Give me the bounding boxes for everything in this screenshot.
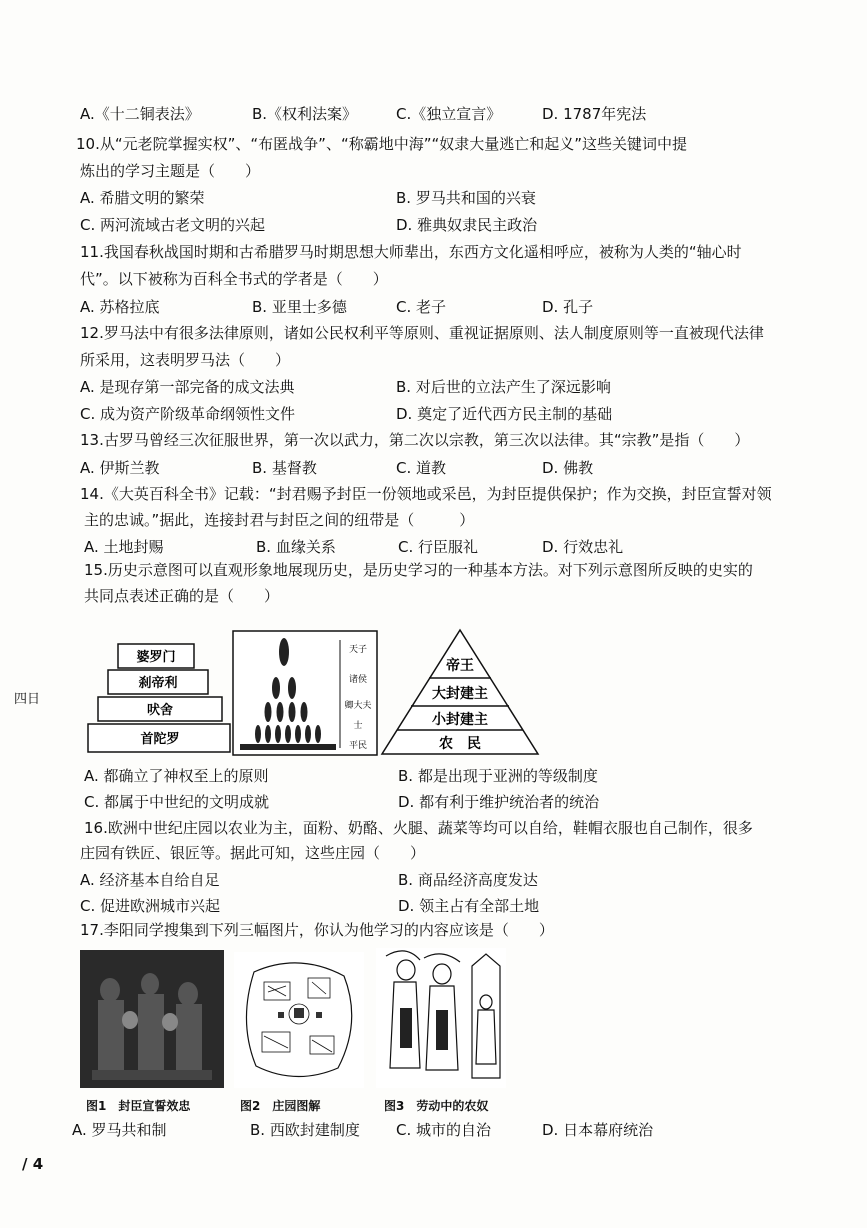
japan-pyramid-diagram: [380, 628, 540, 758]
q10-option-a: A. 希腊文明的繁荣: [80, 189, 205, 207]
q17-option-a: A. 罗马共和制: [72, 1121, 167, 1139]
figure1-caption: 图1 封臣宣誓效忠: [86, 1099, 191, 1113]
q13-option-c: C. 道教: [396, 459, 447, 477]
serfs-at-work-picture: [376, 948, 506, 1088]
q16-stem-line2: 庄园有铁匠、银匠等。据此可知，这些庄园（ ）: [80, 844, 426, 862]
q12-stem-line2: 所采用，这表明罗马法（ ）: [80, 351, 291, 369]
zhou-label-pingmin: 平民: [348, 741, 368, 751]
q14-option-a: A. 土地封赐: [84, 538, 164, 556]
zhou-label-shi: 士: [353, 721, 363, 731]
q16-stem-line1: 16.欧洲中世纪庄园以农业为主，面粉、奶酪、火腿、蔬菜等均可以自给，鞋帽衣服也自己制作，很多: [84, 819, 753, 837]
manor-plan-picture: [234, 952, 364, 1088]
q14-stem-line1: 14.《大英百科全书》记载：“封君赐予封臣一份领地或采邑，为封臣提供保护；作为交换，封臣宣誓对领: [80, 485, 772, 503]
q12-option-a: A. 是现存第一部完备的成文法典: [80, 378, 295, 396]
zhou-label-zhuhou: 诸侯: [348, 675, 368, 685]
zhou-label-tianzi: 天子: [348, 645, 368, 655]
q16-option-a: A. 经济基本自给自足: [80, 871, 220, 889]
margin-mark: 四日: [14, 692, 41, 707]
q10-stem-line2: 炼出的学习主题是（ ）: [80, 162, 261, 180]
q10-option-c: C. 两河流域古老文明的兴起: [80, 216, 266, 234]
q12-stem-line1: 12.罗马法中有很多法律原则，诸如公民权利平等原则、重视证据原则、法人制度原则等一直被现代法律: [80, 324, 764, 342]
q16-option-d: D. 领主占有全部土地: [398, 897, 540, 915]
q12-option-c: C. 成为资产阶级革命纲领性文件: [80, 405, 296, 423]
q9-option-c: C.《独立宣言》: [396, 105, 502, 123]
q9-option-d: D. 1787年宪法: [542, 105, 647, 123]
q14-option-d: D. 行效忠礼: [542, 538, 624, 556]
q10-stem-line1: 10.从“元老院掌握实权”、“布匿战争”、“称霸地中海”“奴隶大量逃亡和起义”这些关键词中提: [76, 135, 688, 153]
q12-option-b: B. 对后世的立法产生了深远影响: [396, 378, 611, 396]
q11-option-d: D. 孔子: [542, 298, 594, 316]
q11-option-c: C. 老子: [396, 298, 447, 316]
caste-vaishya: 吠舍: [146, 703, 174, 718]
japan-peasant: 农 民: [439, 736, 481, 752]
q13-option-d: D. 佛教: [542, 459, 594, 477]
q16-option-c: C. 促进欧洲城市兴起: [80, 897, 221, 915]
q17-option-d: D. 日本幕府统治: [542, 1121, 654, 1139]
q15-option-d: D. 都有利于维护统治者的统治: [398, 793, 600, 811]
q14-stem-line2: 主的忠诚。”据此，连接封君与封臣之间的纽带是（ ）: [84, 511, 475, 529]
q11-stem-line1: 11.我国春秋战国时期和古希腊罗马时期思想大师辈出，东西方文化遥相呼应，被称为人类的“轴心时: [80, 243, 742, 261]
caste-brahmin: 婆罗门: [136, 650, 176, 665]
caste-kshatriya: 刹帝利: [138, 676, 178, 691]
japan-great-lord: 大封建主: [432, 686, 488, 702]
q15-stem-line1: 15.历史示意图可以直观形象地展现历史，是历史学习的一种基本方法。对下列示意图所反映的史实的: [84, 561, 753, 579]
q10-option-d: D. 雅典奴隶民主政治: [396, 216, 538, 234]
q17-stem-line1: 17.李阳同学搜集到下列三幅图片，你认为他学习的内容应该是（ ）: [80, 921, 554, 939]
q15-option-c: C. 都属于中世纪的文明成就: [84, 793, 270, 811]
q15-option-a: A. 都确立了神权至上的原则: [84, 767, 269, 785]
q12-option-d: D. 奠定了近代西方民主制的基础: [396, 405, 613, 423]
q15-stem-line2: 共同点表述正确的是（ ）: [84, 587, 280, 605]
figure2-caption: 图2 庄园图解: [240, 1099, 321, 1113]
q17-option-b: B. 西欧封建制度: [250, 1121, 360, 1139]
caste-diagram: [86, 640, 232, 758]
q9-option-a: A.《十二铜表法》: [80, 105, 200, 123]
q10-option-b: B. 罗马共和国的兴衰: [396, 189, 536, 207]
page-number: / 4: [22, 1155, 44, 1173]
q9-option-b: B.《权利法案》: [252, 105, 358, 123]
q11-option-b: B. 亚里士多德: [252, 298, 347, 316]
q13-option-a: A. 伊斯兰教: [80, 459, 160, 477]
q13-option-b: B. 基督教: [252, 459, 317, 477]
q14-option-c: C. 行臣服礼: [398, 538, 479, 556]
japan-small-lord: 小封建主: [432, 712, 488, 728]
q16-option-b: B. 商品经济高度发达: [398, 871, 538, 889]
q17-option-c: C. 城市的自治: [396, 1121, 492, 1139]
q11-option-a: A. 苏格拉底: [80, 298, 160, 316]
caste-shudra: 首陀罗: [140, 732, 180, 747]
vassal-oath-picture: [80, 950, 224, 1088]
q11-stem-line2: 代”。以下被称为百科全书式的学者是（ ）: [80, 270, 388, 288]
japan-emperor: 帝王: [446, 658, 474, 674]
figure3-caption: 图3 劳动中的农奴: [384, 1099, 489, 1113]
q15-option-b: B. 都是出现于亚洲的等级制度: [398, 767, 598, 785]
q13-stem-line1: 13.古罗马曾经三次征服世界，第一次以武力，第二次以宗教，第三次以法律。其“宗教”是指（ ）: [80, 431, 750, 449]
zhou-hierarchy-diagram: [232, 630, 378, 756]
zhou-label-qingdafu: 卿大夫: [344, 701, 372, 711]
q14-option-b: B. 血缘关系: [256, 538, 336, 556]
